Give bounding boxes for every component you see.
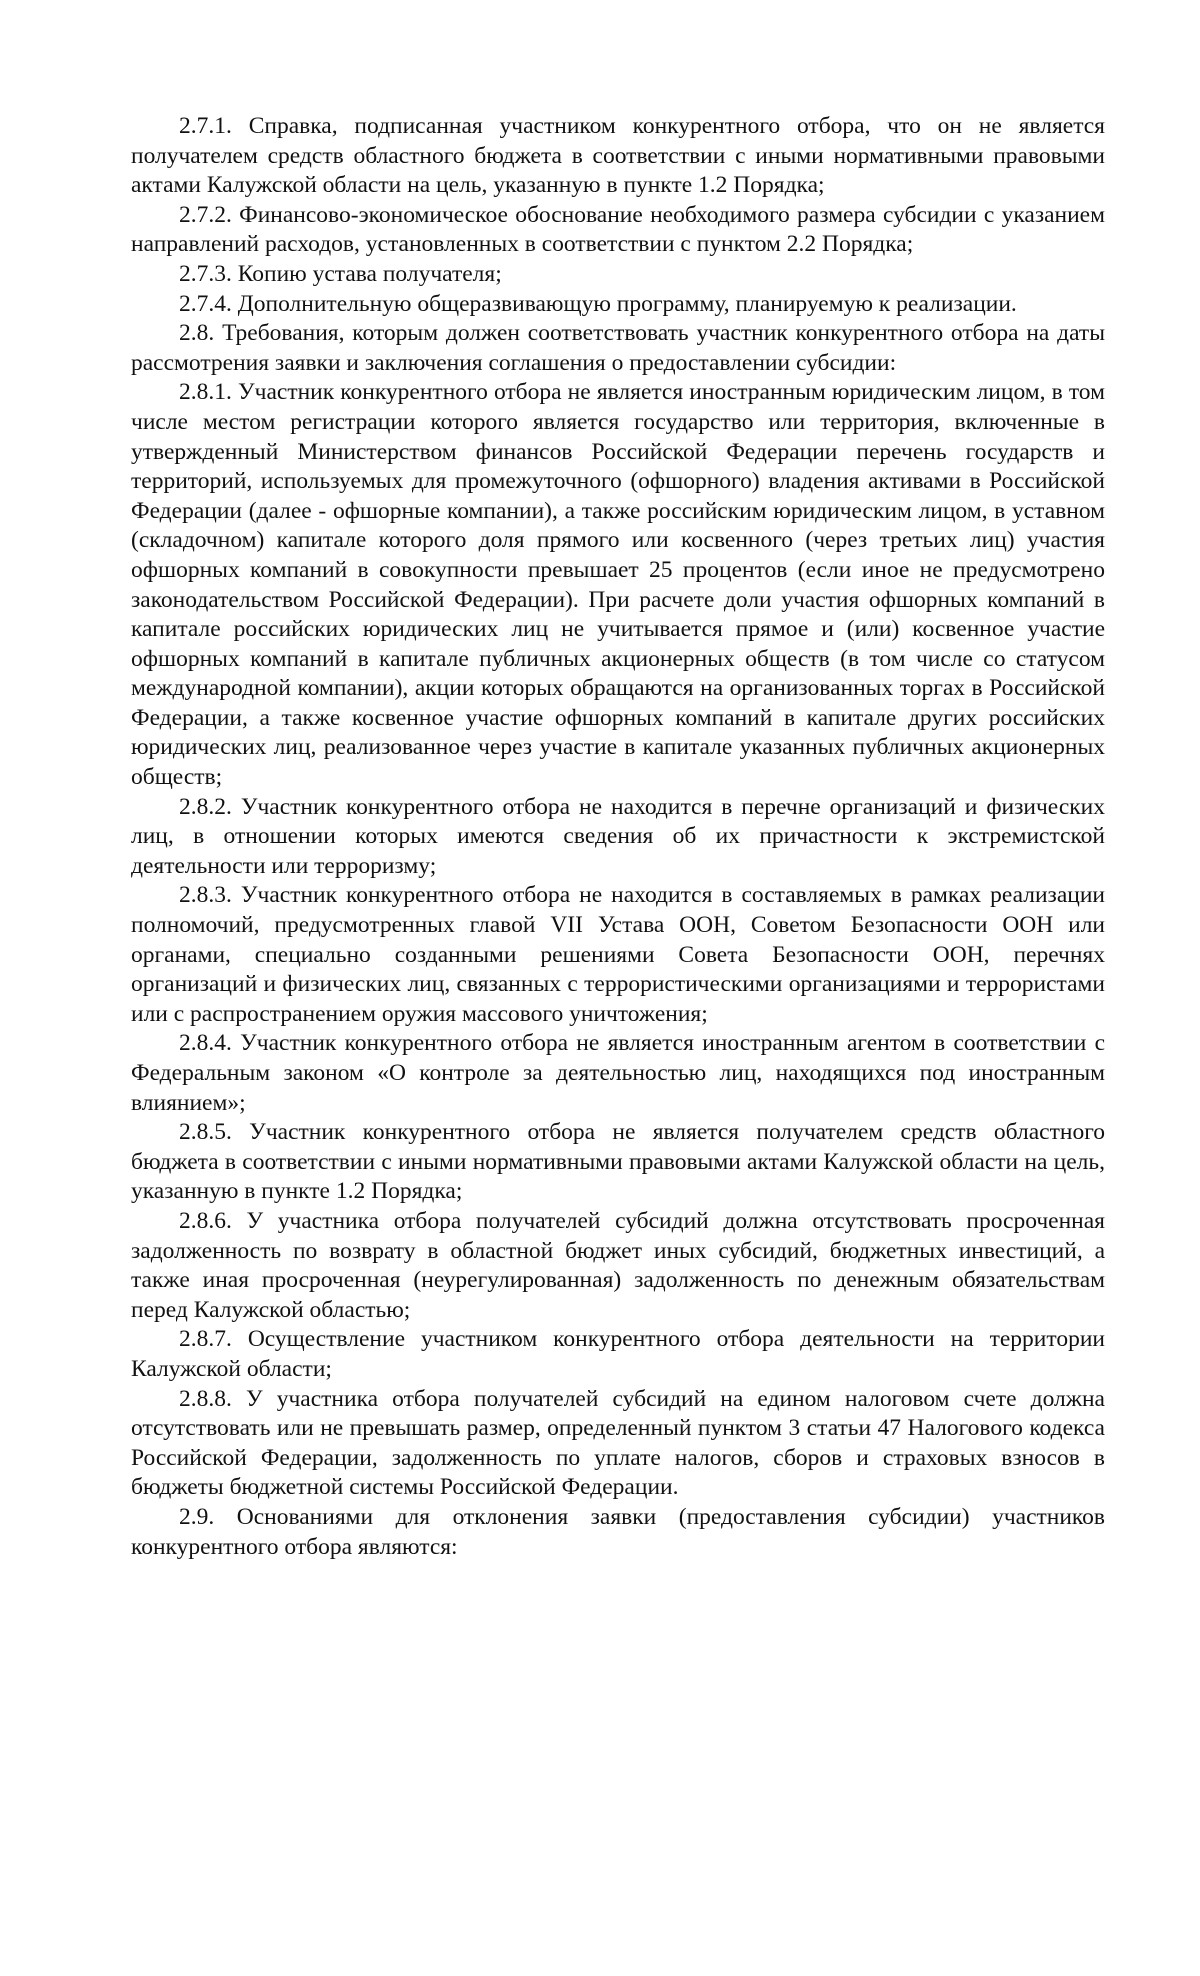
paragraph-2-7-3: 2.7.3. Копию устава получателя;	[179, 260, 502, 287]
paragraph-2-9: 2.9. Основаниями для отклонения заявки (предоставления субсидии) участников конкурентного отбора являются:	[131, 1503, 1105, 1560]
paragraph-2-8: 2.8. Требования, которым должен соответствовать участник конкурентного отбора на даты рассмотрения заявки и заключения соглашения о предоставлении субсидии:	[131, 320, 1105, 376]
paragraph-2-8-8: 2.8.8. У участника отбора получателей субсидий на едином налоговом счете должна отсутствовать или не превышать размер, определенный пунктом 3 статьи 47 Налогового кодекса Российской Федерации, задолженность по уплате налогов, сборов и страховых взносов в бюджеты бюджетной системы Российской Федерации.	[131, 1385, 1105, 1501]
paragraph-2-8-7: 2.8.7. Осуществление участником конкурентного отбора деятельности на территории Калужской области;	[131, 1326, 1105, 1382]
paragraph-2-7-2: 2.7.2. Финансово-экономическое обоснование необходимого размера субсидии с указанием направлений расходов, установленных в соответствии с пунктом 2.2 Порядка;	[131, 201, 1105, 258]
paragraph-2-8-5: 2.8.5. Участник конкурентного отбора не является получателем средств областного бюджета в соответствии с иными нормативными правовыми актами Калужской области на цель, указанную в пункте 1.2 Порядка;	[131, 1119, 1105, 1205]
paragraph-2-8-6: 2.8.6. У участника отбора получателей субсидий должна отсутствовать просроченная задолженность по возврату в областной бюджет иных субсидий, бюджетных инвестиций, а также иная просроченная (неурегулированная) задолженность по денежным обязательствам перед Калужской областью;	[131, 1207, 1105, 1323]
paragraph-2-8-3: 2.8.3. Участник конкурентного отбора не находится в составляемых в рамках реализации полномочий, предусмотренных главой VII Устава ООН, Советом Безопасности ООН или органами, специально созданными решениями Совета Безопасности ООН, перечнях организаций и физических лиц, связанных с террористическими организациями и террористами или с распространением оружия массового уничтожения;	[131, 882, 1105, 1027]
document-body	[131, 112, 1105, 1562]
paragraph-2-7-1: 2.7.1. Справка, подписанная участником конкурентного отбора, что он не является получателем средств областного бюджета в соответствии с иными нормативными правовыми актами Калужской области на цель, указанную в пункте 1.2 Порядка;	[131, 113, 1105, 199]
paragraph-2-8-4: 2.8.4. Участник конкурентного отбора не является иностранным агентом в соответствии с Федеральным законом «О контроле за деятельностью лиц, находящихся под иностранным влиянием»;	[131, 1030, 1105, 1116]
paragraph-2-8-1: 2.8.1. Участник конкурентного отбора не является иностранным юридическим лицом, в том числе местом регистрации которого является государство или территория, включенные в утвержденный Министерством финансов Российской Федерации перечень государств и территорий, используемых для промежуточного (офшорного) владения активами в Российской Федерации (далее - офшорные компании), а также российским юридическим лицом, в уставном (складочном) капитале которого доля прямого или косвенного (через третьих лиц) участия офшорных компаний в совокупности превышает 25 процентов (если иное не предусмотрено законодательством Российской Федерации). При расчете доли участия офшорных компаний в капитале российских юридических лиц не учитывается прямое и (или) косвенное участие офшорных компаний в капитале публичных акционерных обществ (в том числе со статусом международной компании), акции которых обращаются на организованных торгах в Российской Федерации, а также косвенное участие офшорных компаний в капитале других российских юридических лиц, реализованное через участие в капитале указанных публичных акционерных обществ;	[131, 379, 1105, 791]
paragraph-2-7-4: 2.7.4. Дополнительную общеразвивающую программу, планируемую к реализации.	[179, 290, 1017, 317]
paragraph-2-8-2: 2.8.2. Участник конкурентного отбора не находится в перечне организаций и физических лиц, в отношении которых имеются сведения об их причастности к экстремистской деятельности или терроризму;	[131, 793, 1105, 879]
